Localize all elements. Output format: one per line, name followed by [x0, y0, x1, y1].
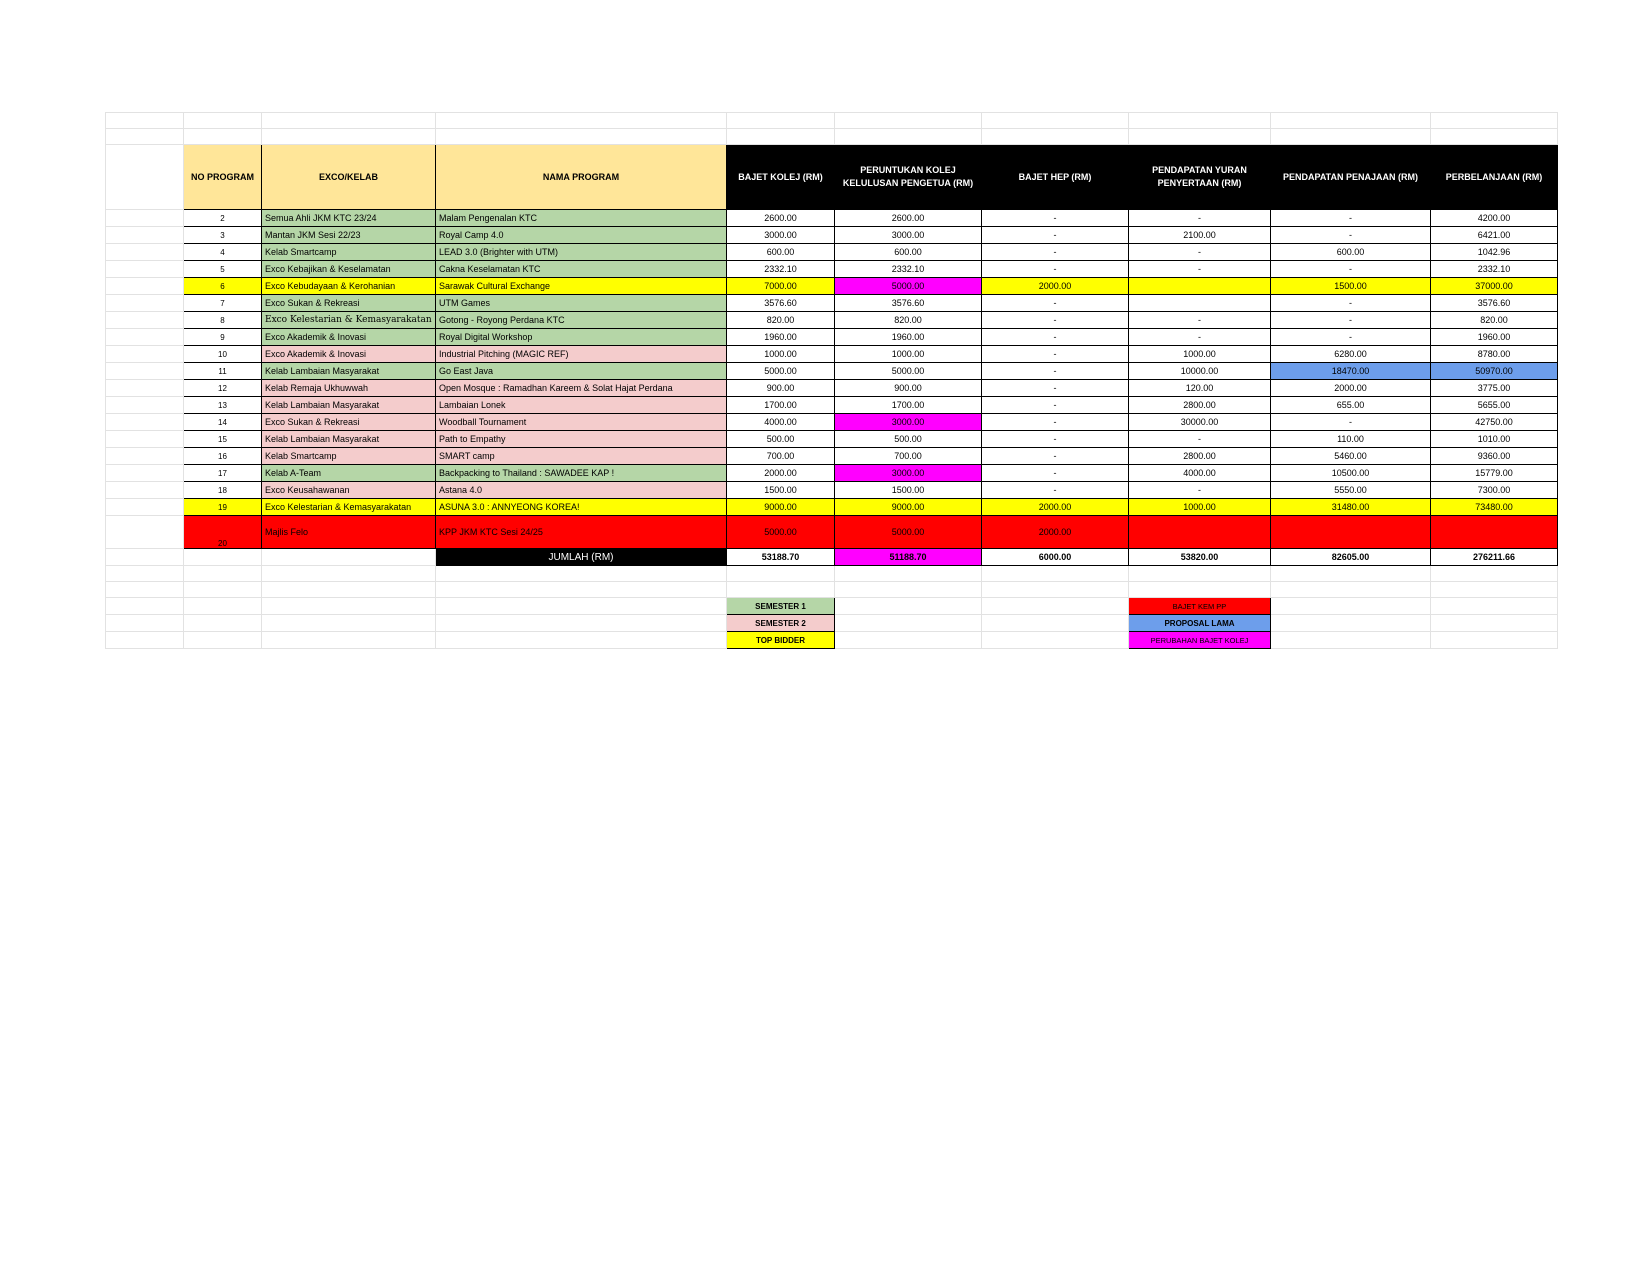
cell-exco[interactable]: Kelab Smartcamp — [262, 244, 436, 261]
cell-yuran[interactable]: 2100.00 — [1129, 227, 1271, 244]
cell-exco[interactable]: Kelab Lambaian Masyarakat — [262, 363, 436, 380]
cell-bk[interactable]: 5000.00 — [727, 516, 835, 549]
cell-yuran[interactable]: 2800.00 — [1129, 397, 1271, 414]
legend-semester-1: SEMESTER 1 — [727, 598, 835, 615]
total-peruntukan[interactable]: 51188.70 — [835, 549, 982, 566]
cell-yuran[interactable]: 1000.00 — [1129, 346, 1271, 363]
total-bajet-kolej[interactable]: 53188.70 — [727, 549, 835, 566]
cell-no[interactable]: 10 — [184, 346, 262, 363]
cell-exco[interactable]: Exco Sukan & Rekreasi — [262, 295, 436, 312]
cell-hep[interactable]: - — [982, 295, 1129, 312]
cell-belanja[interactable]: 4200.00 — [1431, 210, 1558, 227]
cell-exco[interactable]: Exco Akademik & Inovasi — [262, 329, 436, 346]
cell-penajaan[interactable]: 2000.00 — [1271, 380, 1431, 397]
table-row — [106, 278, 1558, 295]
cell-no[interactable]: 12 — [184, 380, 262, 397]
cell-no[interactable]: 17 — [184, 465, 262, 482]
table-row — [106, 346, 1558, 363]
cell-belanja[interactable]: 1010.00 — [1431, 431, 1558, 448]
cell-belanja[interactable]: 37000.00 — [1431, 278, 1558, 295]
cell-hep[interactable]: - — [982, 210, 1129, 227]
table-row — [106, 261, 1558, 278]
cell-bk[interactable]: 1700.00 — [727, 397, 835, 414]
cell-yuran[interactable]: 30000.00 — [1129, 414, 1271, 431]
cell-no[interactable]: 16 — [184, 448, 262, 465]
cell-hep[interactable]: - — [982, 448, 1129, 465]
cell-exco[interactable]: Exco Keusahawanan — [262, 482, 436, 499]
cell-belanja[interactable]: 42750.00 — [1431, 414, 1558, 431]
cell-hep[interactable]: - — [982, 329, 1129, 346]
cell-bk[interactable]: 2000.00 — [727, 465, 835, 482]
cell-exco[interactable]: Mantan JKM Sesi 22/23 — [262, 227, 436, 244]
cell-exco[interactable]: Kelab Lambaian Masyarakat — [262, 397, 436, 414]
cell-nama-program[interactable]: Path to Empathy — [436, 431, 727, 448]
cell-pk[interactable]: 1000.00 — [835, 346, 982, 363]
cell-belanja[interactable]: 9360.00 — [1431, 448, 1558, 465]
legend-perubahan-bajet: PERUBAHAN BAJET KOLEJ — [1129, 632, 1271, 649]
cell-belanja[interactable]: 7300.00 — [1431, 482, 1558, 499]
cell-nama-program[interactable]: SMART camp — [436, 448, 727, 465]
cell-exco[interactable]: Kelab Lambaian Masyarakat — [262, 431, 436, 448]
cell-exco[interactable]: Exco Kelestarian & Kemasyarakatan — [262, 499, 436, 516]
cell-nama-program[interactable]: LEAD 3.0 (Brighter with UTM) — [436, 244, 727, 261]
cell-bk[interactable]: 700.00 — [727, 448, 835, 465]
cell-bk[interactable]: 1000.00 — [727, 346, 835, 363]
cell-yuran[interactable]: - — [1129, 482, 1271, 499]
cell-penajaan[interactable]: 600.00 — [1271, 244, 1431, 261]
cell-nama-program[interactable]: Lambaian Lonek — [436, 397, 727, 414]
cell-no[interactable]: 19 — [184, 499, 262, 516]
cell-bk[interactable]: 820.00 — [727, 312, 835, 329]
cell-no[interactable]: 4 — [184, 244, 262, 261]
cell-belanja[interactable]: 8780.00 — [1431, 346, 1558, 363]
legend-row-3 — [106, 632, 1558, 649]
cell-nama-program[interactable]: ASUNA 3.0 : ANNYEONG KOREA! — [436, 499, 727, 516]
cell-bk[interactable]: 2332.10 — [727, 261, 835, 278]
total-penajaan[interactable]: 82605.00 — [1271, 549, 1431, 566]
cell-penajaan[interactable]: 110.00 — [1271, 431, 1431, 448]
legend-top-bidder: TOP BIDDER — [727, 632, 835, 649]
table-row — [106, 295, 1558, 312]
cell-penajaan[interactable]: - — [1271, 414, 1431, 431]
cell-pk[interactable]: 3000.00 — [835, 465, 982, 482]
header-bajet-hep[interactable]: BAJET HEP (RM) — [982, 145, 1129, 210]
cell-pk[interactable]: 3000.00 — [835, 227, 982, 244]
cell-hep[interactable]: - — [982, 261, 1129, 278]
table-row — [106, 431, 1558, 448]
cell-pk[interactable]: 2332.10 — [835, 261, 982, 278]
total-yuran[interactable]: 53820.00 — [1129, 549, 1271, 566]
cell-hep[interactable]: - — [982, 431, 1129, 448]
cell-yuran[interactable]: - — [1129, 431, 1271, 448]
cell-pk[interactable]: 5000.00 — [835, 278, 982, 295]
cell-hep[interactable]: - — [982, 414, 1129, 431]
cell-belanja[interactable]: 5655.00 — [1431, 397, 1558, 414]
cell-penajaan[interactable]: - — [1271, 312, 1431, 329]
cell-yuran[interactable] — [1129, 278, 1271, 295]
legend-bajet-kem-pp: BAJET KEM PP — [1129, 598, 1271, 615]
legend-row-2 — [106, 615, 1558, 632]
cell-penajaan[interactable]: 5460.00 — [1271, 448, 1431, 465]
cell-exco[interactable]: Kelab A-Team — [262, 465, 436, 482]
cell-bk[interactable]: 3000.00 — [727, 227, 835, 244]
legend-proposal-lama: PROPOSAL LAMA — [1129, 615, 1271, 632]
cell-no[interactable]: 7 — [184, 295, 262, 312]
cell-nama-program[interactable]: Malam Pengenalan KTC — [436, 210, 727, 227]
table-row — [106, 363, 1558, 380]
cell-belanja[interactable]: 50970.00 — [1431, 363, 1558, 380]
cell-pk[interactable]: 900.00 — [835, 380, 982, 397]
total-row — [106, 549, 1558, 566]
cell-penajaan[interactable]: 1500.00 — [1271, 278, 1431, 295]
cell-no[interactable]: 18 — [184, 482, 262, 499]
cell-bk[interactable]: 3576.60 — [727, 295, 835, 312]
cell-pk[interactable]: 700.00 — [835, 448, 982, 465]
cell-exco[interactable]: Exco Kelestarian & Kemasyarakatan — [262, 312, 436, 329]
table-row — [106, 312, 1558, 329]
cell-pk[interactable]: 1500.00 — [835, 482, 982, 499]
cell-bk[interactable]: 500.00 — [727, 431, 835, 448]
cell-yuran[interactable] — [1129, 516, 1271, 549]
cell-penajaan[interactable]: - — [1271, 329, 1431, 346]
table-row — [106, 482, 1558, 499]
cell-exco[interactable]: Kelab Smartcamp — [262, 448, 436, 465]
cell-pk[interactable]: 1960.00 — [835, 329, 982, 346]
cell-nama-program[interactable]: Sarawak Cultural Exchange — [436, 278, 727, 295]
cell-bk[interactable]: 7000.00 — [727, 278, 835, 295]
cell-nama-program[interactable]: Gotong - Royong Perdana KTC — [436, 312, 727, 329]
cell-hep[interactable]: - — [982, 312, 1129, 329]
cell-yuran[interactable] — [1129, 295, 1271, 312]
cell-exco[interactable]: Semua Ahli JKM KTC 23/24 — [262, 210, 436, 227]
cell-yuran[interactable]: 2800.00 — [1129, 448, 1271, 465]
cell-hep[interactable]: 2000.00 — [982, 516, 1129, 549]
header-bajet-kolej[interactable]: BAJET KOLEJ (RM) — [727, 145, 835, 210]
legend-row-1 — [106, 598, 1558, 615]
cell-bk[interactable]: 1960.00 — [727, 329, 835, 346]
header-row — [106, 145, 1558, 210]
cell-exco[interactable]: Exco Kebajikan & Keselamatan — [262, 261, 436, 278]
cell-pk[interactable]: 600.00 — [835, 244, 982, 261]
cell-no[interactable]: 15 — [184, 431, 262, 448]
cell-nama-program[interactable]: KPP JKM KTC Sesi 24/25 — [436, 516, 727, 549]
cell-hep[interactable]: 2000.00 — [982, 278, 1129, 295]
cell-nama-program[interactable]: Open Mosque : Ramadhan Kareem & Solat Hajat Perdana — [436, 380, 727, 397]
cell-yuran[interactable]: 120.00 — [1129, 380, 1271, 397]
table-row — [106, 329, 1558, 346]
cell-pk[interactable]: 5000.00 — [835, 363, 982, 380]
table-row — [106, 210, 1558, 227]
header-no[interactable]: NO PROGRAM — [184, 145, 262, 210]
table-row — [106, 499, 1558, 516]
table-row — [106, 244, 1558, 261]
legend-semester-2: SEMESTER 2 — [727, 615, 835, 632]
cell-yuran[interactable]: - — [1129, 210, 1271, 227]
cell-hep[interactable]: - — [982, 346, 1129, 363]
cell-hep[interactable]: - — [982, 363, 1129, 380]
cell-bk[interactable]: 1500.00 — [727, 482, 835, 499]
cell-exco[interactable]: Kelab Remaja Ukhuwwah — [262, 380, 436, 397]
cell-nama-program[interactable]: Astana 4.0 — [436, 482, 727, 499]
cell-pk[interactable]: 3576.60 — [835, 295, 982, 312]
cell-belanja[interactable]: 2332.10 — [1431, 261, 1558, 278]
cell-bk[interactable]: 900.00 — [727, 380, 835, 397]
cell-nama-program[interactable]: Royal Camp 4.0 — [436, 227, 727, 244]
cell-no[interactable]: 5 — [184, 261, 262, 278]
table-row — [106, 516, 1558, 549]
cell-yuran[interactable]: - — [1129, 244, 1271, 261]
total-perbelanjaan[interactable]: 276211.66 — [1431, 549, 1558, 566]
total-label[interactable]: JUMLAH (RM) — [436, 549, 727, 566]
cell-no[interactable]: 8 — [184, 312, 262, 329]
cell-pk[interactable]: 5000.00 — [835, 516, 982, 549]
cell-belanja[interactable]: 1042.96 — [1431, 244, 1558, 261]
cell-nama-program[interactable]: Cakna Keselamatan KTC — [436, 261, 727, 278]
header-exco[interactable]: EXCO/KELAB — [262, 145, 436, 210]
header-peruntukan[interactable]: PERUNTUKAN KOLEJ KELULUSAN PENGETUA (RM) — [835, 145, 982, 210]
cell-bk[interactable]: 600.00 — [727, 244, 835, 261]
table-row — [106, 380, 1558, 397]
cell-belanja[interactable]: 3576.60 — [1431, 295, 1558, 312]
cell-nama-program[interactable]: Backpacking to Thailand : SAWADEE KAP ! — [436, 465, 727, 482]
cell-bk[interactable]: 9000.00 — [727, 499, 835, 516]
cell-no[interactable]: 20 — [184, 516, 262, 549]
cell-nama-program[interactable]: Woodball Tournament — [436, 414, 727, 431]
cell-pk[interactable]: 820.00 — [835, 312, 982, 329]
cell-bk[interactable]: 4000.00 — [727, 414, 835, 431]
cell-hep[interactable]: - — [982, 380, 1129, 397]
cell-belanja[interactable]: 15779.00 — [1431, 465, 1558, 482]
table-row — [106, 227, 1558, 244]
header-penajaan[interactable]: PENDAPATAN PENAJAAN (RM) — [1271, 145, 1431, 210]
cell-no[interactable]: 6 — [184, 278, 262, 295]
cell-penajaan[interactable]: 6280.00 — [1271, 346, 1431, 363]
cell-pk[interactable]: 3000.00 — [835, 414, 982, 431]
cell-hep[interactable]: - — [982, 465, 1129, 482]
cell-no[interactable]: 3 — [184, 227, 262, 244]
cell-exco[interactable]: Majlis Felo — [262, 516, 436, 549]
cell-bk[interactable]: 5000.00 — [727, 363, 835, 380]
budget-table — [105, 112, 1558, 649]
cell-penajaan[interactable]: 655.00 — [1271, 397, 1431, 414]
cell-exco[interactable]: Exco Akademik & Inovasi — [262, 346, 436, 363]
cell-hep[interactable]: - — [982, 244, 1129, 261]
cell-penajaan[interactable] — [1271, 516, 1431, 549]
cell-penajaan[interactable]: 31480.00 — [1271, 499, 1431, 516]
cell-belanja[interactable]: 73480.00 — [1431, 499, 1558, 516]
cell-pk[interactable]: 2600.00 — [835, 210, 982, 227]
cell-penajaan[interactable]: - — [1271, 227, 1431, 244]
cell-penajaan[interactable]: 5550.00 — [1271, 482, 1431, 499]
cell-nama-program[interactable]: Royal Digital Workshop — [436, 329, 727, 346]
cell-belanja[interactable]: 820.00 — [1431, 312, 1558, 329]
table-row — [106, 465, 1558, 482]
cell-nama-program[interactable]: UTM Games — [436, 295, 727, 312]
cell-pk[interactable]: 1700.00 — [835, 397, 982, 414]
cell-no[interactable]: 2 — [184, 210, 262, 227]
cell-belanja[interactable]: 1960.00 — [1431, 329, 1558, 346]
cell-belanja[interactable]: 3775.00 — [1431, 380, 1558, 397]
cell-belanja[interactable] — [1431, 516, 1558, 549]
cell-no[interactable]: 9 — [184, 329, 262, 346]
cell-belanja[interactable]: 6421.00 — [1431, 227, 1558, 244]
cell-penajaan[interactable]: 18470.00 — [1271, 363, 1431, 380]
spreadsheet — [105, 112, 1558, 649]
cell-no[interactable]: 11 — [184, 363, 262, 380]
header-yuran[interactable]: PENDAPATAN YURAN PENYERTAAN (RM) — [1129, 145, 1271, 210]
cell-penajaan[interactable]: - — [1271, 295, 1431, 312]
cell-yuran[interactable]: 1000.00 — [1129, 499, 1271, 516]
cell-yuran[interactable]: - — [1129, 312, 1271, 329]
cell-pk[interactable]: 9000.00 — [835, 499, 982, 516]
header-perbelanjaan[interactable]: PERBELANJAAN (RM) — [1431, 145, 1558, 210]
table-row — [106, 397, 1558, 414]
cell-exco[interactable]: Exco Kebudayaan & Kerohanian — [262, 278, 436, 295]
cell-no[interactable]: 14 — [184, 414, 262, 431]
cell-penajaan[interactable]: - — [1271, 261, 1431, 278]
cell-yuran[interactable]: - — [1129, 261, 1271, 278]
cell-yuran[interactable]: 4000.00 — [1129, 465, 1271, 482]
cell-hep[interactable]: - — [982, 482, 1129, 499]
cell-nama-program[interactable]: Go East Java — [436, 363, 727, 380]
cell-yuran[interactable]: - — [1129, 329, 1271, 346]
total-bajet-hep[interactable]: 6000.00 — [982, 549, 1129, 566]
header-nama[interactable]: NAMA PROGRAM — [436, 145, 727, 210]
cell-yuran[interactable]: 10000.00 — [1129, 363, 1271, 380]
table-row — [106, 448, 1558, 465]
cell-hep[interactable]: - — [982, 397, 1129, 414]
cell-nama-program[interactable]: Industrial Pitching (MAGIC REF) — [436, 346, 727, 363]
cell-no[interactable]: 13 — [184, 397, 262, 414]
cell-bk[interactable]: 2600.00 — [727, 210, 835, 227]
cell-hep[interactable]: - — [982, 227, 1129, 244]
cell-exco[interactable]: Exco Sukan & Rekreasi — [262, 414, 436, 431]
table-row — [106, 414, 1558, 431]
cell-penajaan[interactable]: 10500.00 — [1271, 465, 1431, 482]
cell-hep[interactable]: 2000.00 — [982, 499, 1129, 516]
cell-pk[interactable]: 500.00 — [835, 431, 982, 448]
cell-penajaan[interactable]: - — [1271, 210, 1431, 227]
